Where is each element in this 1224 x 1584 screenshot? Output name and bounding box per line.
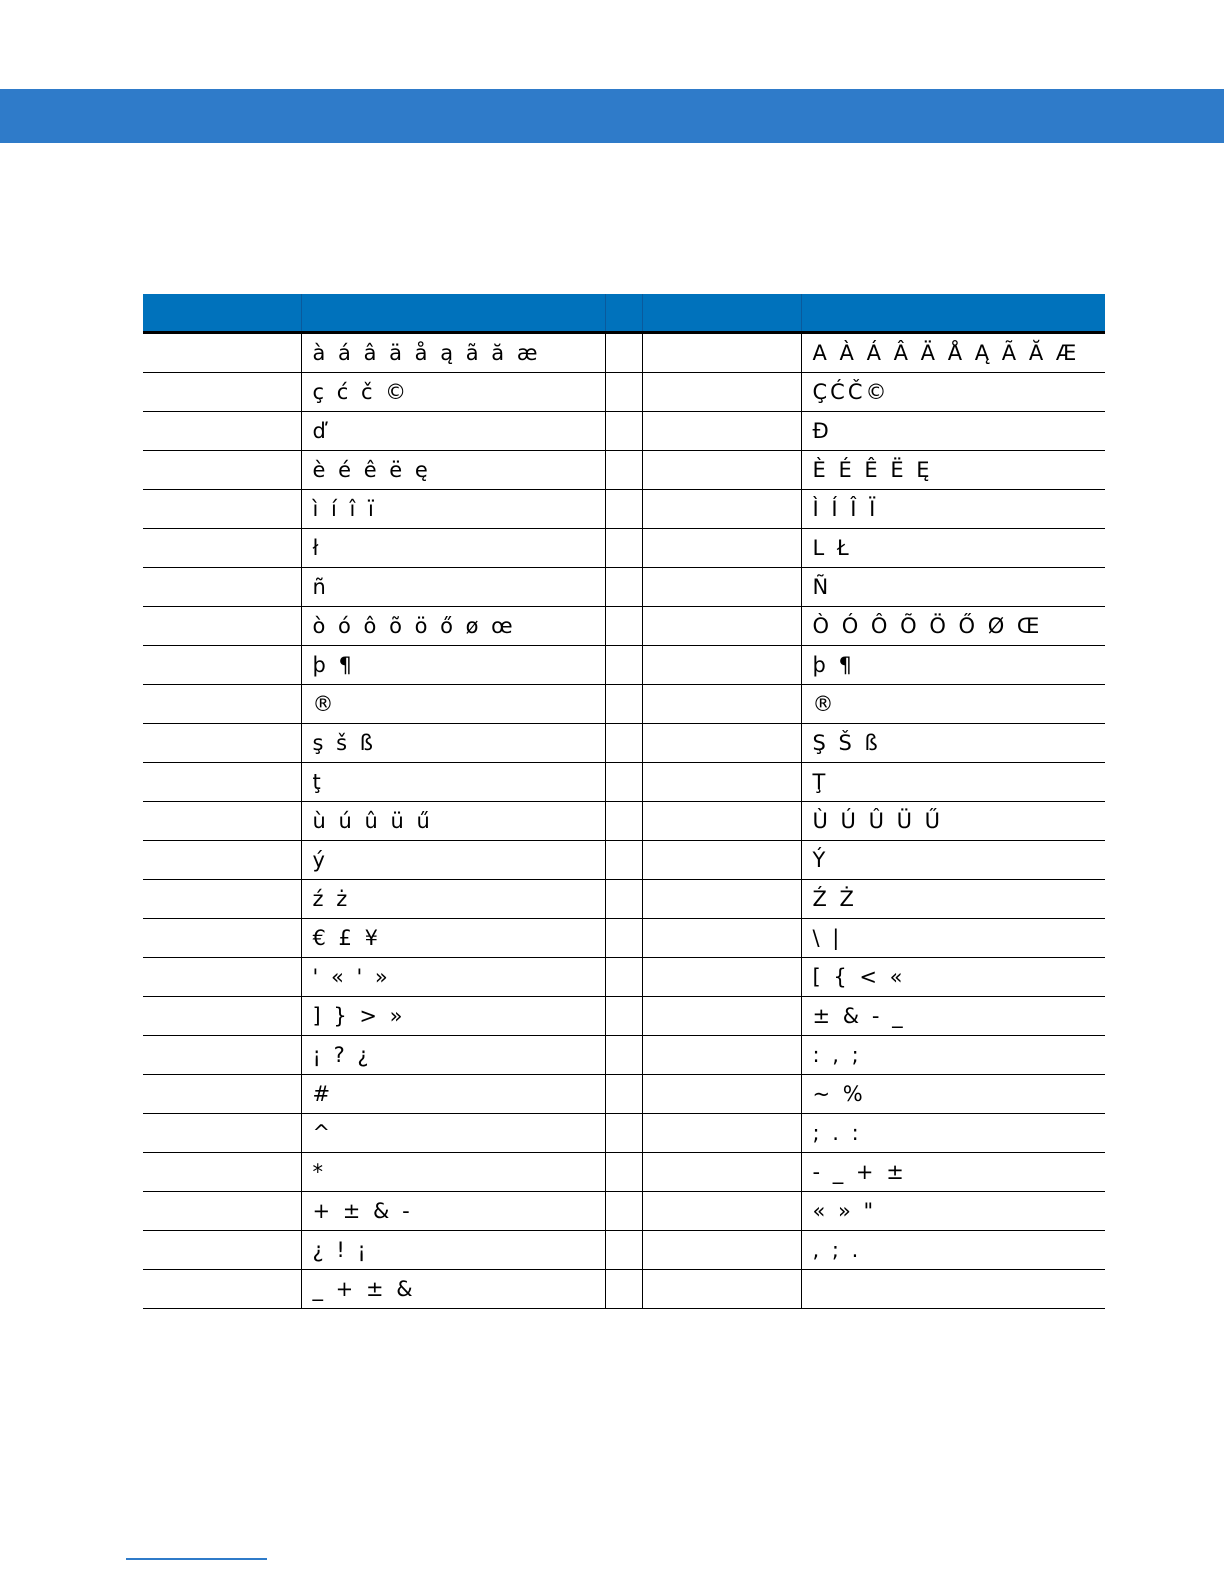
lowercase-characters: + ± & - <box>301 1192 605 1231</box>
spacer-cell <box>605 412 642 451</box>
key-cell <box>143 880 301 919</box>
lowercase-characters: à á â ä å ą ã ă æ <box>301 333 605 373</box>
key-cell <box>642 1270 801 1309</box>
lowercase-characters: ¿ ! ¡ <box>301 1231 605 1270</box>
footer-rule <box>126 1558 267 1560</box>
key-cell <box>143 685 301 724</box>
table-header <box>143 294 1105 333</box>
key-cell <box>642 802 801 841</box>
spacer-cell <box>605 607 642 646</box>
key-cell <box>642 529 801 568</box>
lowercase-characters: þ ¶ <box>301 646 605 685</box>
lowercase-characters: ź ż <box>301 880 605 919</box>
key-cell <box>642 568 801 607</box>
key-cell <box>642 607 801 646</box>
lowercase-characters: ď <box>301 412 605 451</box>
key-cell <box>143 919 301 958</box>
table-row <box>143 1231 1105 1270</box>
spacer-cell <box>605 568 642 607</box>
key-cell <box>642 1192 801 1231</box>
key-cell <box>143 1075 301 1114</box>
spacer-cell <box>605 724 642 763</box>
table-row <box>143 880 1105 919</box>
lowercase-characters: ţ <box>301 763 605 802</box>
spacer-cell <box>605 763 642 802</box>
key-cell <box>143 607 301 646</box>
table-header-row <box>143 294 1105 333</box>
spacer-cell <box>605 997 642 1036</box>
uppercase-characters: ÇĆČ© <box>801 373 1105 412</box>
lowercase-characters: è é ê ë ę <box>301 451 605 490</box>
spacer-cell <box>605 1231 642 1270</box>
key-cell <box>642 724 801 763</box>
uppercase-characters: A À Á Â Ä Å Ą Ã Ă Æ <box>801 333 1105 373</box>
key-cell <box>143 1231 301 1270</box>
key-cell <box>143 451 301 490</box>
uppercase-characters: \ | <box>801 919 1105 958</box>
key-cell <box>143 997 301 1036</box>
uppercase-characters: Ì Í Î Ï <box>801 490 1105 529</box>
lowercase-characters: ò ó ô õ ö ő ø œ <box>301 607 605 646</box>
key-cell <box>143 958 301 997</box>
spacer-cell <box>605 333 642 373</box>
key-cell <box>143 412 301 451</box>
spacer-cell <box>605 1036 642 1075</box>
spacer-cell <box>605 451 642 490</box>
table-row <box>143 997 1105 1036</box>
key-cell <box>143 1114 301 1153</box>
key-cell <box>642 763 801 802</box>
table-row <box>143 412 1105 451</box>
uppercase-characters: þ ¶ <box>801 646 1105 685</box>
spacer-cell <box>605 1153 642 1192</box>
table-row <box>143 529 1105 568</box>
header-cell-5 <box>801 294 1105 333</box>
spacer-cell <box>605 490 642 529</box>
lowercase-characters: # <box>301 1075 605 1114</box>
spacer-cell <box>605 1192 642 1231</box>
uppercase-characters <box>801 1270 1105 1309</box>
uppercase-characters: ® <box>801 685 1105 724</box>
table-row <box>143 373 1105 412</box>
key-cell <box>143 1036 301 1075</box>
key-cell <box>143 1192 301 1231</box>
key-cell <box>143 490 301 529</box>
spacer-cell <box>605 802 642 841</box>
lowercase-characters: ® <box>301 685 605 724</box>
table-row <box>143 646 1105 685</box>
table-row <box>143 802 1105 841</box>
special-characters-table <box>143 294 1105 1309</box>
header-cell-3 <box>605 294 642 333</box>
header-cell-1 <box>143 294 301 333</box>
header-cell-4 <box>642 294 801 333</box>
uppercase-characters: È É Ê Ë Ę <box>801 451 1105 490</box>
spacer-cell <box>605 529 642 568</box>
lowercase-characters: ' « ' » <box>301 958 605 997</box>
lowercase-characters: ç ć č © <box>301 373 605 412</box>
table-row <box>143 1114 1105 1153</box>
uppercase-characters: : , ; <box>801 1036 1105 1075</box>
key-cell <box>143 1270 301 1309</box>
uppercase-characters: Ù Ú Û Ü Ű <box>801 802 1105 841</box>
key-cell <box>143 373 301 412</box>
key-cell <box>642 880 801 919</box>
key-cell <box>642 373 801 412</box>
key-cell <box>642 841 801 880</box>
top-banner <box>0 89 1224 143</box>
key-cell <box>642 333 801 373</box>
table-row <box>143 958 1105 997</box>
spacer-cell <box>605 958 642 997</box>
uppercase-characters: Ñ <box>801 568 1105 607</box>
lowercase-characters: ] } > » <box>301 997 605 1036</box>
uppercase-characters: , ; . <box>801 1231 1105 1270</box>
key-cell <box>642 451 801 490</box>
key-cell <box>143 646 301 685</box>
key-cell <box>642 646 801 685</box>
uppercase-characters: ; . : <box>801 1114 1105 1153</box>
key-cell <box>642 958 801 997</box>
spacer-cell <box>605 1270 642 1309</box>
lowercase-characters: _ + ± & <box>301 1270 605 1309</box>
table-row <box>143 1036 1105 1075</box>
spacer-cell <box>605 841 642 880</box>
spacer-cell <box>605 646 642 685</box>
uppercase-characters: Ţ <box>801 763 1105 802</box>
key-cell <box>642 1114 801 1153</box>
lowercase-characters: ş š ß <box>301 724 605 763</box>
table-row <box>143 1153 1105 1192</box>
spacer-cell <box>605 1114 642 1153</box>
key-cell <box>642 490 801 529</box>
key-cell <box>642 1075 801 1114</box>
table-row <box>143 919 1105 958</box>
key-cell <box>642 685 801 724</box>
uppercase-characters: - _ + ± <box>801 1153 1105 1192</box>
table-body <box>143 333 1105 1309</box>
table-row <box>143 490 1105 529</box>
lowercase-characters: ý <box>301 841 605 880</box>
key-cell <box>642 412 801 451</box>
table-row <box>143 841 1105 880</box>
key-cell <box>143 333 301 373</box>
key-cell <box>642 1036 801 1075</box>
table-row <box>143 1192 1105 1231</box>
uppercase-characters: ± & - _ <box>801 997 1105 1036</box>
uppercase-characters: Đ <box>801 412 1105 451</box>
uppercase-characters: « » " <box>801 1192 1105 1231</box>
lowercase-characters: ¡ ? ¿ <box>301 1036 605 1075</box>
table-row <box>143 1270 1105 1309</box>
uppercase-characters: Ò Ó Ô Õ Ö Ő Ø Œ <box>801 607 1105 646</box>
key-cell <box>143 841 301 880</box>
table-row <box>143 763 1105 802</box>
key-cell <box>642 997 801 1036</box>
key-cell <box>642 1153 801 1192</box>
key-cell <box>143 724 301 763</box>
spacer-cell <box>605 919 642 958</box>
lowercase-characters: ì í î ï <box>301 490 605 529</box>
spacer-cell <box>605 373 642 412</box>
uppercase-characters: L Ł <box>801 529 1105 568</box>
spacer-cell <box>605 1075 642 1114</box>
header-cell-2 <box>301 294 605 333</box>
table-row <box>143 333 1105 373</box>
key-cell <box>143 802 301 841</box>
uppercase-characters: Ý <box>801 841 1105 880</box>
spacer-cell <box>605 880 642 919</box>
key-cell <box>642 1231 801 1270</box>
lowercase-characters: € £ ¥ <box>301 919 605 958</box>
table-row <box>143 685 1105 724</box>
key-cell <box>143 529 301 568</box>
uppercase-characters: Ş Š ß <box>801 724 1105 763</box>
key-cell <box>143 1153 301 1192</box>
lowercase-characters: ł <box>301 529 605 568</box>
key-cell <box>642 919 801 958</box>
lowercase-characters: ^ <box>301 1114 605 1153</box>
uppercase-characters: Ź Ż <box>801 880 1105 919</box>
lowercase-characters: ù ú û ü ű <box>301 802 605 841</box>
key-cell <box>143 568 301 607</box>
table-row <box>143 568 1105 607</box>
table-row <box>143 1075 1105 1114</box>
key-cell <box>143 763 301 802</box>
table-row <box>143 724 1105 763</box>
table-row <box>143 451 1105 490</box>
spacer-cell <box>605 685 642 724</box>
lowercase-characters: * <box>301 1153 605 1192</box>
uppercase-characters: [ { < « <box>801 958 1105 997</box>
uppercase-characters: ~ % <box>801 1075 1105 1114</box>
table-row <box>143 607 1105 646</box>
lowercase-characters: ñ <box>301 568 605 607</box>
